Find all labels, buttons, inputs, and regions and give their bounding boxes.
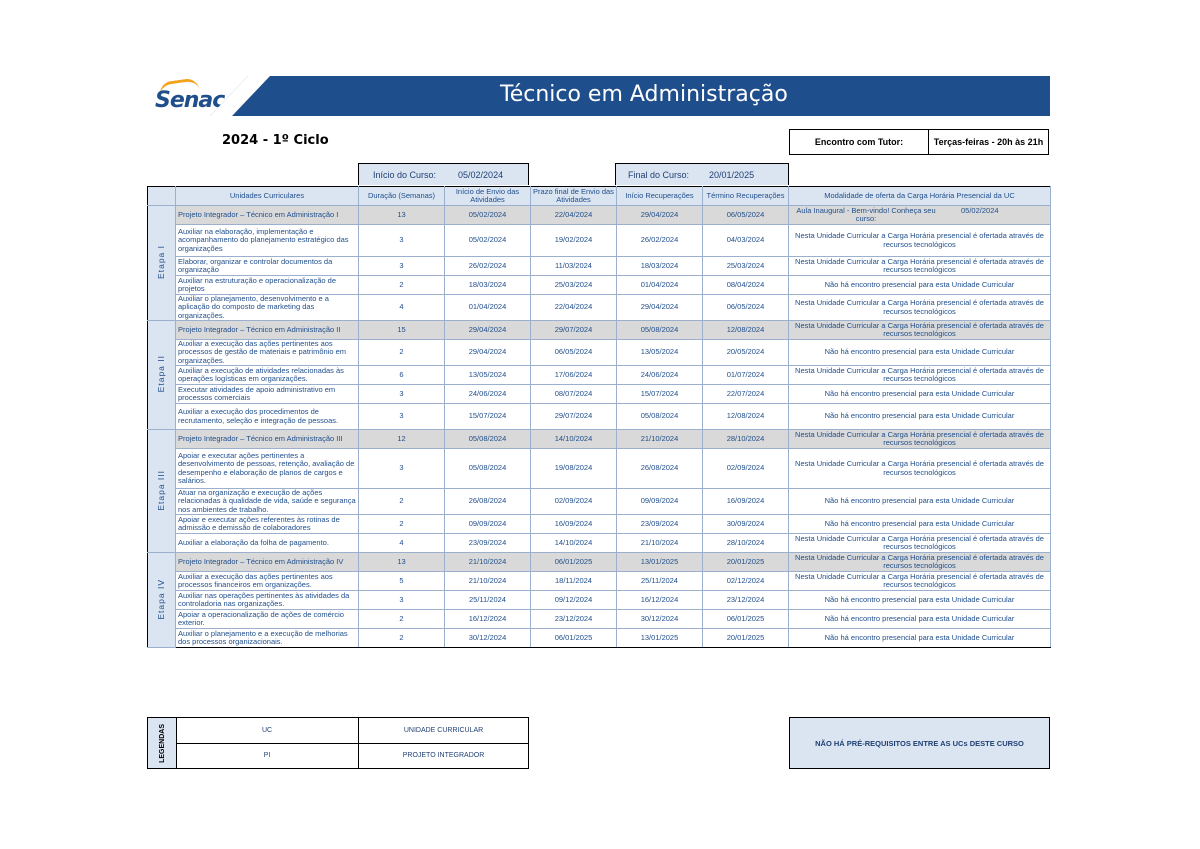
duration: 2 (359, 276, 445, 295)
tutor-label: Encontro com Tutor: (790, 130, 929, 154)
start-date: 13/05/2024 (445, 366, 531, 385)
deadline-date: 23/12/2024 (531, 610, 617, 629)
duration: 2 (359, 340, 445, 366)
recovery-end-date: 06/01/2025 (703, 610, 789, 629)
header-modality: Modalidade de oferta da Carga Horária Presencial da UC (789, 187, 1051, 206)
modality: Não há encontro presencial para esta Unidade Curricular (789, 591, 1051, 610)
table-row (148, 225, 1051, 257)
modality: Não há encontro presencial para esta Unidade Curricular (789, 489, 1051, 515)
recovery-start-date: 13/01/2025 (617, 629, 703, 648)
uc-name: Auxiliar na elaboração, implementação e acompanhamento do planejamento estratégico das organizações (176, 225, 359, 257)
course-end-label: Final do Curso: (628, 169, 690, 180)
modality: Não há encontro presencial para esta Unidade Curricular (789, 610, 1051, 629)
uc-name: Apoiar e executar ações pertinentes a desenvolvimento de pessoas, retenção, avaliação de desempenho e elaboração de planos de cargos e salários. (176, 449, 359, 489)
duration: 3 (359, 449, 445, 489)
start-date: 24/06/2024 (445, 385, 531, 404)
modality: Nesta Unidade Curricular a Carga Horária presencial é ofertada através de recursos tecnológicos (789, 449, 1051, 489)
recovery-end-date: 02/09/2024 (703, 449, 789, 489)
table-row (148, 257, 1051, 276)
recovery-start-date: 05/08/2024 (617, 321, 703, 340)
table-row (148, 610, 1051, 629)
table-row-pi (148, 206, 1051, 225)
recovery-start-date: 13/01/2025 (617, 553, 703, 572)
deadline-date: 22/04/2024 (531, 295, 617, 321)
recovery-start-date: 16/12/2024 (617, 591, 703, 610)
modality: Nesta Unidade Curricular a Carga Horária presencial é ofertada através de recursos tecnológicos (789, 225, 1051, 257)
duration: 6 (359, 366, 445, 385)
recovery-end-date: 20/01/2025 (703, 553, 789, 572)
start-date: 26/08/2024 (445, 489, 531, 515)
recovery-end-date: 23/12/2024 (703, 591, 789, 610)
stage-label-cell (148, 321, 176, 430)
stage-label-cell (148, 553, 176, 648)
duration: 12 (359, 430, 445, 449)
course-start-label: Início do Curso: (373, 169, 437, 180)
recovery-end-date: 22/07/2024 (703, 385, 789, 404)
deadline-date: 25/03/2024 (531, 276, 617, 295)
legend-value: UNIDADE CURRICULAR (403, 727, 484, 734)
header-etapa (148, 187, 176, 206)
uc-name: Projeto Integrador – Técnico em Administração I (176, 206, 359, 225)
stage-label: Etapa III (155, 469, 166, 511)
table-row (148, 295, 1051, 321)
start-date: 05/02/2024 (445, 206, 531, 225)
recovery-start-date: 13/05/2024 (617, 340, 703, 366)
recovery-start-date: 29/04/2024 (617, 206, 703, 225)
deadline-date: 02/09/2024 (531, 489, 617, 515)
start-date: 05/08/2024 (445, 449, 531, 489)
duration: 3 (359, 257, 445, 276)
deadline-date: 14/10/2024 (531, 430, 617, 449)
start-date: 05/02/2024 (445, 225, 531, 257)
recovery-end-date: 04/03/2024 (703, 225, 789, 257)
recovery-start-date: 01/04/2024 (617, 276, 703, 295)
recovery-end-date: 20/01/2025 (703, 629, 789, 648)
header-duration: Duração (Semanas) (359, 187, 445, 206)
deadline-date: 06/01/2025 (531, 553, 617, 572)
modality: Nesta Unidade Curricular a Carga Horária presencial é ofertada através de recursos tecnológicos (789, 534, 1051, 553)
start-date: 21/10/2024 (445, 553, 531, 572)
uc-name: Auxiliar a execução dos procedimentos de recrutamento, seleção e integração de pessoas. (176, 404, 359, 430)
course-end (615, 163, 789, 185)
duration: 3 (359, 404, 445, 430)
uc-name: Auxiliar o planejamento, desenvolvimento e a aplicação do composto de marketing das organizações. (176, 295, 359, 321)
uc-name: Projeto Integrador – Técnico em Administração III (176, 430, 359, 449)
start-date: 21/10/2024 (445, 572, 531, 591)
recovery-end-date: 01/07/2024 (703, 366, 789, 385)
modality (789, 206, 1051, 225)
deadline-date: 11/03/2024 (531, 257, 617, 276)
recovery-start-date: 21/10/2024 (617, 430, 703, 449)
uc-name: Projeto Integrador – Técnico em Administração II (176, 321, 359, 340)
legend-title: LEGENDAS (158, 723, 166, 763)
recovery-end-date: 30/09/2024 (703, 515, 789, 534)
recovery-start-date: 25/11/2024 (617, 572, 703, 591)
deadline-date: 06/05/2024 (531, 340, 617, 366)
legend-value: PROJETO INTEGRADOR (402, 752, 485, 759)
recovery-start-date: 29/04/2024 (617, 295, 703, 321)
modality: Nesta Unidade Curricular a Carga Horária presencial é ofertada através de recursos tecnológicos (789, 257, 1051, 276)
start-date: 15/07/2024 (445, 404, 531, 430)
modality: Nesta Unidade Curricular a Carga Horária presencial é ofertada através de recursos tecnológicos (789, 321, 1051, 340)
table-row (148, 276, 1051, 295)
uc-name: Atuar na organização e execução de ações relacionadas à qualidade de vida, saúde e segurança nos ambientes de trabalho. (176, 489, 359, 515)
table-row (148, 591, 1051, 610)
duration: 3 (359, 225, 445, 257)
uc-name: Projeto Integrador – Técnico em Administração IV (176, 553, 359, 572)
recovery-end-date: 25/03/2024 (703, 257, 789, 276)
header-uc: Unidades Curriculares (176, 187, 359, 206)
header-start: Início de Envio das Atividades (445, 187, 531, 206)
start-date: 30/12/2024 (445, 629, 531, 648)
page-title: Técnico em Administração (500, 82, 788, 107)
table-header-row (148, 187, 1051, 206)
schedule-table (147, 186, 1051, 648)
start-date: 26/02/2024 (445, 257, 531, 276)
modality: Não há encontro presencial para esta Unidade Curricular (789, 385, 1051, 404)
deadline-date: 08/07/2024 (531, 385, 617, 404)
deadline-date: 16/09/2024 (531, 515, 617, 534)
table-row (148, 449, 1051, 489)
modality: Nesta Unidade Curricular a Carga Horária presencial é ofertada através de recursos tecnológicos (789, 430, 1051, 449)
uc-name: Apoiar a operacionalização de ações de comércio exterior. (176, 610, 359, 629)
table-row (148, 385, 1051, 404)
uc-name: Auxiliar a execução de atividades relacionadas às operações logísticas em organizações. (176, 366, 359, 385)
deadline-date: 18/11/2024 (531, 572, 617, 591)
stage-label: Etapa II (155, 355, 166, 393)
stage-label-cell (148, 430, 176, 553)
modality: Nesta Unidade Curricular a Carga Horária presencial é ofertada através de recursos tecnológicos (789, 366, 1051, 385)
start-date: 01/04/2024 (445, 295, 531, 321)
modality: Não há encontro presencial para esta Unidade Curricular (789, 515, 1051, 534)
start-date: 29/04/2024 (445, 340, 531, 366)
tutor-value: Terças-feiras - 20h às 21h (933, 137, 1044, 147)
deadline-date: 06/01/2025 (531, 629, 617, 648)
recovery-end-date: 28/10/2024 (703, 534, 789, 553)
recovery-start-date: 21/10/2024 (617, 534, 703, 553)
legend-box (147, 717, 529, 769)
table-row (148, 366, 1051, 385)
recovery-end-date: 06/05/2024 (703, 206, 789, 225)
title-banner (210, 76, 1050, 116)
uc-name: Auxiliar na estruturação e operacionalização de projetos (176, 276, 359, 295)
recovery-start-date: 30/12/2024 (617, 610, 703, 629)
deadline-date: 22/04/2024 (531, 206, 617, 225)
recovery-end-date: 28/10/2024 (703, 430, 789, 449)
uc-name: Auxiliar a elaboração da folha de pagamento. (176, 534, 359, 553)
recovery-start-date: 18/03/2024 (617, 257, 703, 276)
table-row-pi (148, 430, 1051, 449)
prerequisites-note: NÃO HÁ PRÉ-REQUISITOS ENTRE AS UCs DESTE CURSO (789, 717, 1050, 769)
course-start-value: 05/02/2024 (458, 169, 504, 180)
duration: 13 (359, 206, 445, 225)
duration: 2 (359, 610, 445, 629)
recovery-start-date: 26/02/2024 (617, 225, 703, 257)
modality: Nesta Unidade Curricular a Carga Horária presencial é ofertada através de recursos tecnológicos (789, 572, 1051, 591)
recovery-start-date: 09/09/2024 (617, 489, 703, 515)
table-row (148, 572, 1051, 591)
table-row (148, 534, 1051, 553)
legend-title-cell (148, 718, 177, 768)
tutor-box (789, 129, 1049, 155)
duration: 3 (359, 591, 445, 610)
deadline-date: 29/07/2024 (531, 404, 617, 430)
uc-name: Auxiliar a execução das ações pertinentes aos processos de gestão de materiais e patrimônio em organizações. (176, 340, 359, 366)
deadline-date: 29/07/2024 (531, 321, 617, 340)
modality: Não há encontro presencial para esta Unidade Curricular (789, 340, 1051, 366)
table-row (148, 629, 1051, 648)
recovery-start-date: 23/09/2024 (617, 515, 703, 534)
recovery-end-date: 12/08/2024 (703, 321, 789, 340)
table-row (148, 489, 1051, 515)
recovery-end-date: 20/05/2024 (703, 340, 789, 366)
recovery-start-date: 24/06/2024 (617, 366, 703, 385)
duration: 2 (359, 489, 445, 515)
table-row (148, 340, 1051, 366)
start-date: 29/04/2024 (445, 321, 531, 340)
start-date: 23/09/2024 (445, 534, 531, 553)
modality-date: 05/02/2024 (961, 205, 999, 215)
course-start (358, 163, 529, 185)
stage-label: Etapa IV (155, 578, 166, 620)
modality: Não há encontro presencial para esta Unidade Curricular (789, 404, 1051, 430)
recovery-start-date: 15/07/2024 (617, 385, 703, 404)
duration: 2 (359, 629, 445, 648)
deadline-date: 09/12/2024 (531, 591, 617, 610)
legend-key: PI (176, 743, 359, 768)
duration: 2 (359, 515, 445, 534)
table-body (148, 206, 1051, 648)
modality: Não há encontro presencial para esta Unidade Curricular (789, 276, 1051, 295)
recovery-end-date: 08/04/2024 (703, 276, 789, 295)
modality: Não há encontro presencial para esta Unidade Curricular (789, 629, 1051, 648)
start-date: 25/11/2024 (445, 591, 531, 610)
stage-label: Etapa I (155, 244, 166, 279)
start-date: 05/08/2024 (445, 430, 531, 449)
uc-name: Auxiliar nas operações pertinentes às atividades da controladoria nas organizações. (176, 591, 359, 610)
uc-name: Executar atividades de apoio administrativo em processos comerciais (176, 385, 359, 404)
modality-text: Aula Inaugural - Bem-vindo! Conheça seu curso: (796, 205, 936, 223)
cycle-label: 2024 - 1º Ciclo (222, 133, 329, 148)
deadline-date: 19/08/2024 (531, 449, 617, 489)
header-deadline: Prazo final de Envio das Atividades (531, 187, 617, 206)
deadline-date: 17/06/2024 (531, 366, 617, 385)
legend-row-pi (176, 743, 528, 768)
header-recovery-end: Término Recuperações (703, 187, 789, 206)
duration: 3 (359, 385, 445, 404)
start-date: 16/12/2024 (445, 610, 531, 629)
uc-name: Auxiliar o planejamento e a execução de melhorias dos processos organizacionais. (176, 629, 359, 648)
logo-text: Senac (155, 88, 225, 113)
legend-row-uc (176, 718, 528, 744)
table-row-pi (148, 321, 1051, 340)
header-recovery-start: Início Recuperações (617, 187, 703, 206)
modality: Nesta Unidade Curricular a Carga Horária presencial é ofertada através de recursos tecnológicos (789, 553, 1051, 572)
duration: 15 (359, 321, 445, 340)
recovery-start-date: 05/08/2024 (617, 404, 703, 430)
recovery-end-date: 16/09/2024 (703, 489, 789, 515)
table-row (148, 515, 1051, 534)
table-row (148, 404, 1051, 430)
start-date: 18/03/2024 (445, 276, 531, 295)
modality: Nesta Unidade Curricular a Carga Horária presencial é ofertada através de recursos tecnológicos (789, 295, 1051, 321)
duration: 4 (359, 295, 445, 321)
recovery-end-date: 12/08/2024 (703, 404, 789, 430)
table-row-pi (148, 553, 1051, 572)
recovery-end-date: 06/05/2024 (703, 295, 789, 321)
duration: 13 (359, 553, 445, 572)
recovery-end-date: 02/12/2024 (703, 572, 789, 591)
start-date: 09/09/2024 (445, 515, 531, 534)
deadline-date: 14/10/2024 (531, 534, 617, 553)
uc-name: Elaborar, organizar e controlar documentos da organização (176, 257, 359, 276)
duration: 4 (359, 534, 445, 553)
uc-name: Apoiar e executar ações referentes às rotinas de admissão e demissão de colaboradores (176, 515, 359, 534)
deadline-date: 19/02/2024 (531, 225, 617, 257)
stage-label-cell (148, 206, 176, 321)
duration: 5 (359, 572, 445, 591)
recovery-start-date: 26/08/2024 (617, 449, 703, 489)
legend-key: UC (176, 718, 359, 743)
uc-name: Auxiliar a execução das ações pertinentes aos processos financeiros em organizações. (176, 572, 359, 591)
course-end-value: 20/01/2025 (709, 169, 755, 180)
